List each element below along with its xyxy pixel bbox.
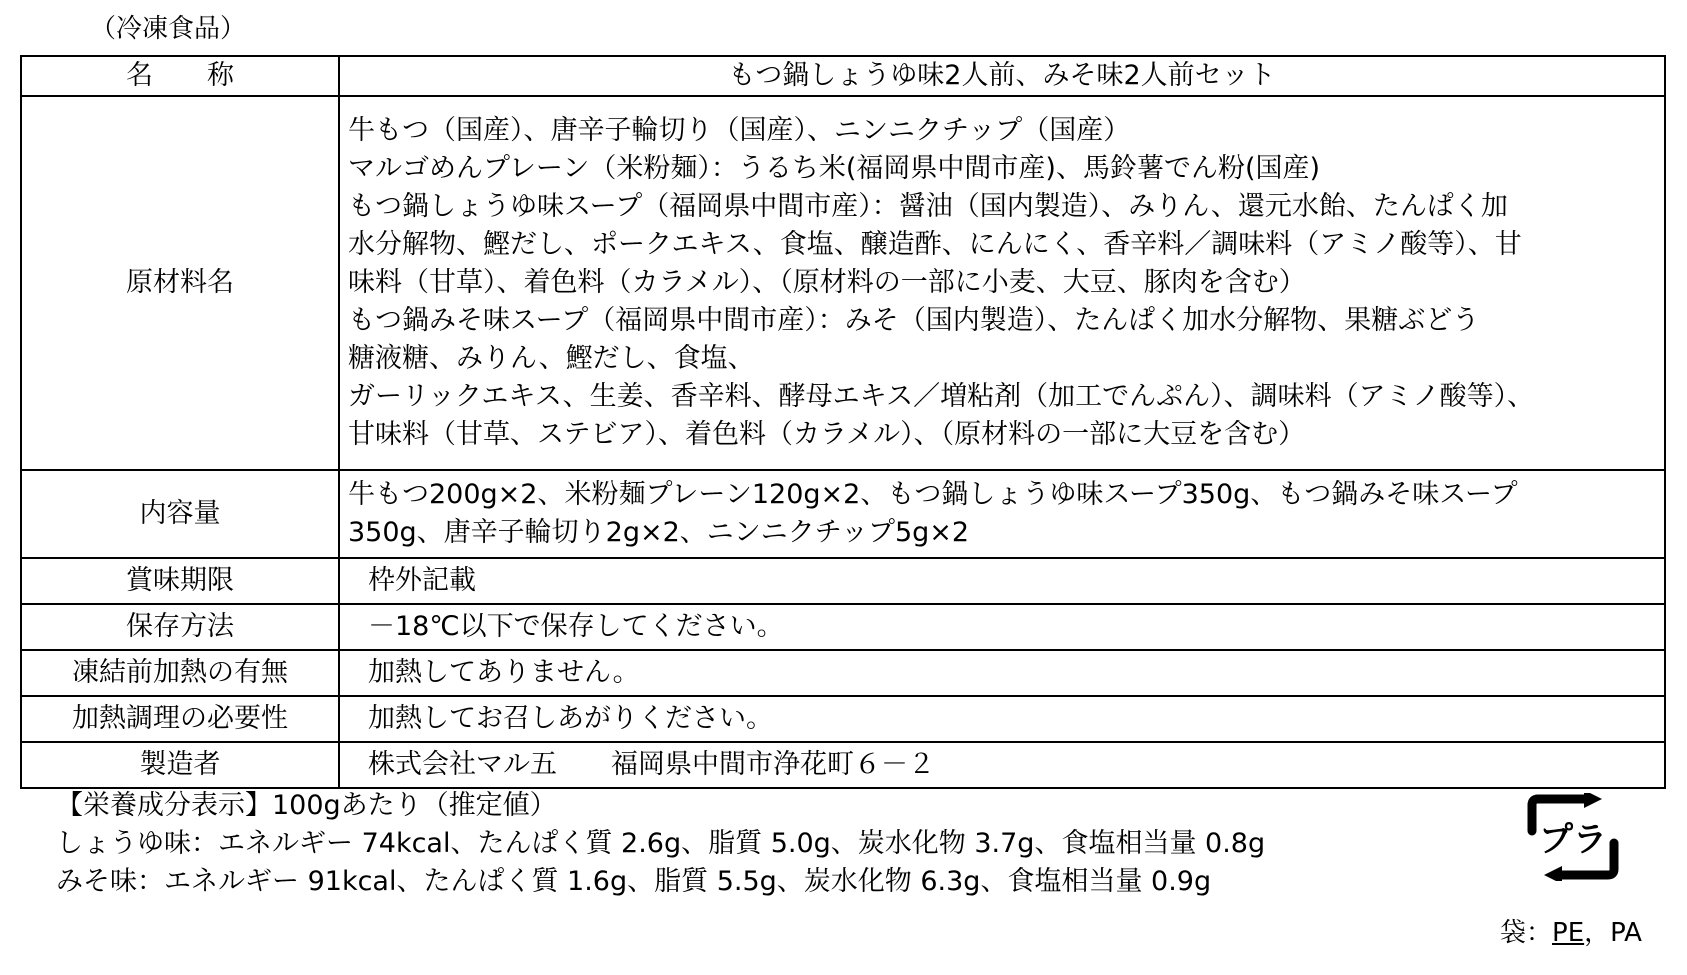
row-contents (21, 470, 1665, 558)
packaging-separator: ， (1584, 918, 1611, 948)
product-category: （冷凍食品） (90, 14, 247, 44)
food-label-table (20, 55, 1666, 789)
contents-line: 牛もつ200g×2、米粉麺プレーン120g×2、もつ鍋しょうゆ味スープ350g、もつ鍋みそ味スープ (348, 479, 1518, 510)
storage-value: －18℃以下で保存してください。 (339, 604, 1665, 650)
contents-line: 350g、唐辛子輪切り2g×2、ニンニクチップ5g×2 (348, 517, 970, 548)
manufacturer-value: 株式会社マル五 福岡県中間市浄花町６－２ (339, 742, 1665, 788)
row-ingredients (21, 96, 1665, 470)
pre-freeze-heating-key: 凍結前加熱の有無 (21, 650, 339, 696)
storage-key: 保存方法 (21, 604, 339, 650)
ingredients-line: 水分解物、鰹だし、ポークエキス、食塩、醸造酢、にんにく、香辛料／調味料（アミノ酸等）、甘 (348, 229, 1522, 260)
row-manufacturer (21, 742, 1665, 788)
cooking-needed-key: 加熱調理の必要性 (21, 696, 339, 742)
ingredients-line: もつ鍋みそ味スープ（福岡県中間市産）：みそ（国内製造）、たんぱく加水分解物、果糖ぶどう (348, 305, 1480, 336)
ingredients-line: 糖液糖、みりん、鰹だし、食塩、 (348, 343, 755, 374)
nutrition-miso: みそ味：エネルギー 91kcal、たんぱく質 1.6g、脂質 5.5g、炭水化物 6.3g、食塩相当量 0.9g (56, 866, 1212, 897)
row-best-before (21, 558, 1665, 604)
best-before-key: 賞味期限 (21, 558, 339, 604)
contents-key: 内容量 (21, 470, 339, 558)
row-storage (21, 604, 1665, 650)
ingredients-key: 原材料名 (21, 96, 339, 470)
ingredients-line: マルゴめんプレーン（米粉麺）：うるち米(福岡県中間市産)、馬鈴薯でん粉(国産) (348, 153, 1321, 184)
nutrition-facts (56, 787, 1265, 901)
packaging-material-pe: PE (1552, 918, 1585, 948)
row-cooking-needed (21, 696, 1665, 742)
cooking-needed-value: 加熱してお召しあがりください。 (339, 696, 1665, 742)
best-before-value: 枠外記載 (339, 558, 1665, 604)
packaging-material (1500, 918, 1642, 948)
nutrition-header: 【栄養成分表示】100gあたり（推定値） (56, 790, 557, 821)
ingredients-line: ガーリックエキス、生姜、香辛料、酵母エキス／増粘剤（加工でんぷん）、調味料（アミノ酸等）、 (348, 381, 1535, 412)
name-key: 名 称 (21, 56, 339, 96)
name-value: もつ鍋しょうゆ味2人前、みそ味2人前セット (339, 56, 1665, 96)
plastic-recycle-icon (1522, 793, 1624, 881)
manufacturer-key: 製造者 (21, 742, 339, 788)
ingredients-line: 甘味料（甘草、ステビア）、着色料（カラメル）、（原材料の一部に大豆を含む） (348, 419, 1306, 450)
recycle-arrow-top (1584, 793, 1602, 808)
row-name (21, 56, 1665, 96)
ingredients-line: 味料（甘草）、着色料（カラメル）、（原材料の一部に小麦、大豆、豚肉を含む） (348, 267, 1306, 298)
pre-freeze-heating-value: 加熱してありません。 (339, 650, 1665, 696)
packaging-material-pa: PA (1610, 918, 1642, 948)
contents-value (339, 470, 1665, 558)
ingredients-line: 牛もつ（国産）、唐辛子輪切り（国産）、ニンニクチップ（国産） (348, 115, 1131, 146)
packaging-prefix: 袋： (1500, 918, 1553, 948)
recycle-mark-text: プラ (1539, 820, 1607, 860)
recycle-arrow-bottom (1544, 866, 1562, 881)
ingredients-line: もつ鍋しょうゆ味スープ（福岡県中間市産）：醤油（国内製造）、みりん、還元水飴、たんぱく加 (348, 191, 1508, 222)
nutrition-soy: しょうゆ味：エネルギー 74kcal、たんぱく質 2.6g、脂質 5.0g、炭水化物 3.7g、食塩相当量 0.8g (56, 828, 1266, 859)
row-pre-freeze-heating (21, 650, 1665, 696)
ingredients-value (339, 96, 1665, 470)
